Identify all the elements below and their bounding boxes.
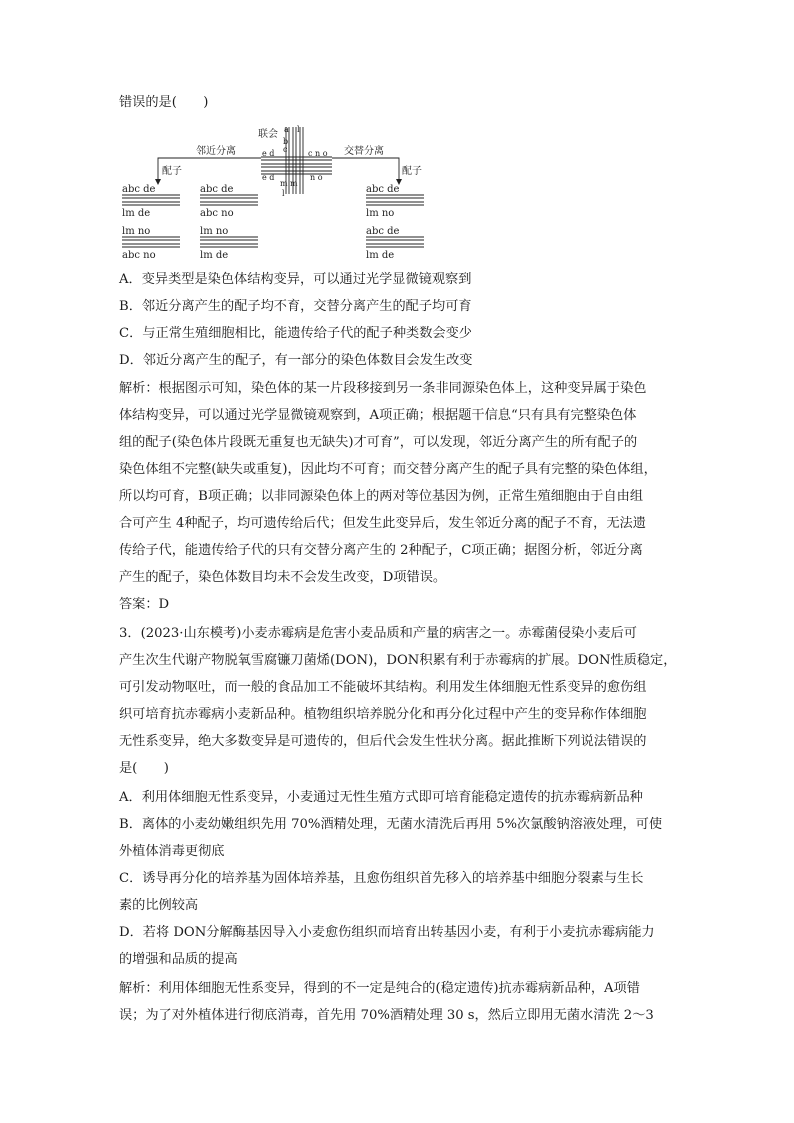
center-letter: m xyxy=(290,179,298,188)
center-letter: m xyxy=(280,179,288,188)
q3-stem-line: 织可培育抗赤霉病小麦新品种。植物组织培养脱分化和再分化过程中产生的变异称作体细胞 xyxy=(119,707,647,722)
option-a: A．变异类型是染色体结构变异，可以通过光学显微镜观察到 xyxy=(119,272,472,287)
gamete-alternate-1-top: abc de xyxy=(366,184,400,195)
center-letter: l xyxy=(297,125,300,134)
option-c: C．与正常生殖细胞相比，能遗传给子代的配子种类数会变少 xyxy=(119,326,472,341)
analysis-line: 所以均可育，B项正确；以非同源染色体上的两对等位基因为例，正常生殖细胞由于自由组 xyxy=(119,489,643,504)
gamete-alternate-2-bottom: lm de xyxy=(366,250,395,261)
gamete-adjacent-2-bottom: abc no xyxy=(200,208,234,219)
q3-stem-line: 是( ) xyxy=(119,761,169,776)
label-synapsis: 联会 xyxy=(258,129,278,140)
gamete-alternate-2-top: abc de xyxy=(366,226,400,237)
chromosome-segregation-figure xyxy=(118,122,438,264)
q3-option-line: D．若将 DON分解酶基因导入小麦愈伤组织而培育出转基因小麦，有利于小麦抗赤霉病能力 xyxy=(119,925,655,940)
gamete-adjacent-4-bottom: lm de xyxy=(200,250,229,261)
option-b: B．邻近分离产生的配子均不育，交替分离产生的配子均可育 xyxy=(119,299,472,314)
analysis-line: 染色体组不完整(缺失或重复)，因此均不可育；而交替分离产生的配子具有完整的染色体组， xyxy=(119,462,657,477)
q3-stem-line: 无性系变异，绝大多数变异是可遗传的，但后代会发生性状分离。据此推断下列说法错误的 xyxy=(119,734,647,749)
q3-option-line: 素的比例较高 xyxy=(119,898,199,913)
label-adjacent-segregation: 邻近分离 xyxy=(196,146,236,157)
analysis-line: 组的配子(染色体片段既无重复也无缺失)才可育”，可以发现，邻近分离产生的所有配子的 xyxy=(119,435,638,450)
gamete-adjacent-4-top: lm no xyxy=(200,226,229,237)
q3-stem-line: 可引发动物呕吐，而一般的食品加工不能破坏其结构。利用发生体细胞无性系变异的愈伤组 xyxy=(119,680,647,695)
option-d: D．邻近分离产生的配子，有一部分的染色体数目会发生改变 xyxy=(119,353,473,368)
analysis-line: 解析：根据图示可知，染色体的某一片段移接到另一条非同源染色体上，这种变异属于染色 xyxy=(119,381,647,396)
gamete-adjacent-1-bottom: lm de xyxy=(122,208,151,219)
gamete-adjacent-1-top: abc de xyxy=(122,184,156,195)
center-letter: c n o xyxy=(308,149,328,158)
gamete-adjacent-3-bottom: abc no xyxy=(122,250,156,261)
gamete-adjacent-2-top: abc de xyxy=(200,184,234,195)
q3-option-line: C．诱导再分化的培养基为固体培养基，且愈伤组织首先移入的培养基中细胞分裂素与生长 xyxy=(119,871,644,886)
center-letter: a xyxy=(284,125,289,134)
q3-stem-line: 产生次生代谢产物脱氧雪腐镰刀菌烯(DON)，DON积累有利于赤霉病的扩展。DON性质稳定， xyxy=(119,653,677,668)
analysis-line: 合可产生 4种配子，均可遗传给后代；但发生此变异后，发生邻近分离的配子不育，无法遗 xyxy=(119,516,646,531)
center-letter: c xyxy=(283,145,288,154)
q3-analysis-line: 解析：利用体细胞无性系变异，得到的不一定是纯合的(稳定遗传)抗赤霉病新品种，A项错 xyxy=(119,981,640,996)
gamete-adjacent-3-top: lm no xyxy=(122,226,151,237)
analysis-line: 产生的配子，染色体数目均未不会发生改变，D项错误。 xyxy=(119,570,447,585)
label-gamete-left: 配子 xyxy=(162,166,182,177)
analysis-line: 体结构变异，可以通过光学显微镜观察到，A项正确；根据题干信息“只有具有完整染色体 xyxy=(119,408,637,423)
q3-option-line: 外植体消毒更彻底 xyxy=(119,844,225,859)
center-letter: n o xyxy=(310,173,323,182)
label-gamete-right: 配子 xyxy=(402,166,422,177)
label-alternate-segregation: 交替分离 xyxy=(344,146,384,157)
q3-option-line: B．离体的小麦幼嫩组织先用 70%酒精处理，无菌水清洗后再用 5%次氯酸钠溶液处理，可使 xyxy=(119,817,663,832)
q3-stem-line: 3．(2023·山东模考)小麦赤霉病是危害小麦品质和产量的病害之一。赤霉菌侵染小麦后可 xyxy=(119,626,637,641)
gamete-alternate-1-bottom: lm no xyxy=(366,208,395,219)
center-letter: l xyxy=(282,189,285,198)
question-stem-tail: 错误的是( ) xyxy=(119,95,209,110)
center-letter: b xyxy=(283,137,289,146)
q3-analysis-line: 误；为了对外植体进行彻底消毒，首先用 70%酒精处理 30 s，然后立即用无菌水清洗 2～3 xyxy=(119,1008,654,1023)
q3-option-line: A．利用体细胞无性系变异，小麦通过无性生殖方式即可培育能稳定遗传的抗赤霉病新品种 xyxy=(119,790,643,805)
center-letter: e d xyxy=(262,149,275,158)
center-letter: e d xyxy=(262,173,275,182)
analysis-line: 传给子代，能遗传给子代的只有交替分离产生的 2种配子，C项正确；据图分析，邻近分离 xyxy=(119,543,643,558)
q3-option-line: 的增强和品质的提高 xyxy=(119,952,238,967)
answer: 答案：D xyxy=(119,597,170,612)
